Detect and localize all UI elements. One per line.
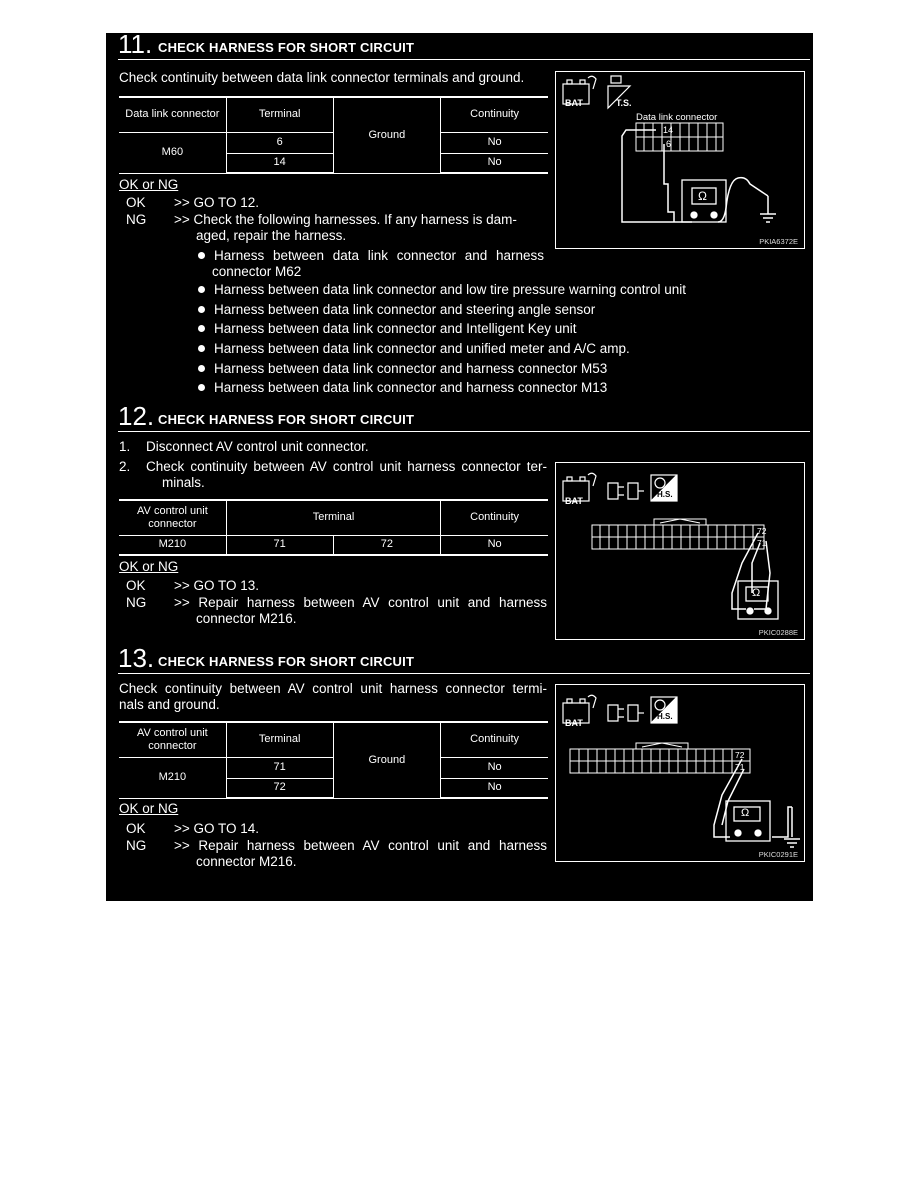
battery-label: BAT xyxy=(565,98,583,108)
step-11-ng-text-cont: aged, repair the harness. xyxy=(196,228,347,243)
table-cell-connector: M60 xyxy=(119,132,226,173)
step-13-title: CHECK HARNESS FOR SHORT CIRCUIT xyxy=(158,654,415,669)
list-item: Harness between data link connector and unified meter and A/C amp. xyxy=(198,340,630,357)
figure-code: PKIA6372E xyxy=(759,237,798,246)
connector-icon xyxy=(570,743,750,773)
table-header-connector: Data link connector xyxy=(119,97,226,132)
step-12-item-2-cont: minals. xyxy=(162,475,205,490)
table-header-continuity: Continuity xyxy=(441,722,548,757)
table-cell-connector: M210 xyxy=(119,535,226,555)
figure-code: PKIC0288E xyxy=(758,628,798,637)
step-11-figure xyxy=(555,71,805,249)
step-11-diagram xyxy=(556,72,804,248)
list-item: Harness between data link connector and harness connector M53 xyxy=(198,360,607,377)
pin-label: 6 xyxy=(666,139,672,149)
table-cell-terminal: 71 xyxy=(226,535,333,555)
table-cell-continuity: No xyxy=(441,535,548,555)
manual-page-panel xyxy=(106,29,813,901)
list-item: Harness between data link connector and steering angle sensor xyxy=(198,301,595,318)
step-12-header xyxy=(118,401,810,432)
table-cell-continuity: No xyxy=(441,778,548,798)
pin-label: 72 xyxy=(757,526,767,536)
step-12-ng-text-cont: connector M216. xyxy=(196,611,297,626)
connector-label: Data link connector xyxy=(636,112,718,123)
bullet-icon xyxy=(198,384,205,391)
battery-label: BAT xyxy=(565,718,583,728)
step-11-title: CHECK HARNESS FOR SHORT CIRCUIT xyxy=(158,40,415,55)
table-cell-ground: Ground xyxy=(333,722,441,798)
step-13-instruction: Check continuity between AV control unit harness connector termi- xyxy=(119,681,547,696)
table-header-connector: AV control unit connector xyxy=(119,500,226,535)
step-13-ok-text: >> GO TO 14. xyxy=(174,821,260,836)
bullet-icon xyxy=(198,365,205,372)
list-item: Harness between data link connector and harness connector M13 xyxy=(198,379,607,396)
step-13-figure xyxy=(555,684,805,862)
pin-label: 71 xyxy=(735,762,745,772)
step-12-okng-label: OK or NG xyxy=(119,559,179,574)
bullet-icon xyxy=(198,286,205,293)
ohm-symbol: Ω xyxy=(698,189,707,203)
step-12-ok-key: OK xyxy=(126,578,146,593)
table-header-connector: AV control unit connector xyxy=(119,722,226,757)
step-13-ng-text: >> Repair harness between AV control unit and harness xyxy=(174,838,547,853)
step-11-ng-key: NG xyxy=(126,212,147,227)
step-12-figure xyxy=(555,462,805,640)
pin-label: 72 xyxy=(735,750,745,760)
ohm-symbol: Ω xyxy=(752,587,761,599)
step-13-okng-label: OK or NG xyxy=(119,801,179,816)
step-12-ok-text: >> GO TO 13. xyxy=(174,578,260,593)
battery-label: BAT xyxy=(565,496,583,506)
list-item: Harness between data link connector and Intelligent Key unit xyxy=(198,320,576,337)
step-11-header xyxy=(118,29,810,60)
step-12-diagram xyxy=(556,463,804,639)
table-header-continuity: Continuity xyxy=(441,97,548,132)
table-cell-terminal: 72 xyxy=(226,778,333,798)
table-header-terminal: Terminal xyxy=(226,500,440,535)
connector-disconnect-icon xyxy=(608,483,644,499)
step-12-item-1: Disconnect AV control unit connector. xyxy=(146,439,369,454)
table-cell-continuity: No xyxy=(441,132,548,153)
pin-label: 71 xyxy=(757,538,767,548)
list-item: Harness between data link connector and harness xyxy=(198,247,546,264)
table-header-terminal: Terminal xyxy=(226,97,333,132)
step-12-item-2: Check continuity between AV control unit harness connector ter- xyxy=(146,459,547,474)
step-12-ng-text: >> Repair harness between AV control unit and harness xyxy=(174,595,547,610)
harness-side-label: H.S. xyxy=(657,490,673,499)
step-11-ok-text: >> GO TO 12. xyxy=(174,195,260,210)
table-cell-terminal: 6 xyxy=(226,132,333,153)
table-cell-ground: Ground xyxy=(333,97,441,173)
step-11-ng-text: >> Check the following harnesses. If any harness is dam- xyxy=(174,212,517,227)
table-cell-connector: M210 xyxy=(119,757,226,798)
bullet-icon xyxy=(198,252,205,259)
ohm-symbol: Ω xyxy=(741,807,750,819)
table-cell-continuity: No xyxy=(441,757,548,778)
step-13-diagram xyxy=(556,685,804,861)
test-switch-label: T.S. xyxy=(616,98,632,108)
bullet-icon xyxy=(198,306,205,313)
bullet-icon xyxy=(198,345,205,352)
step-12-number: 12. xyxy=(118,401,155,431)
step-13-header xyxy=(118,643,810,674)
connector-icon xyxy=(592,519,767,549)
step-13-ng-key: NG xyxy=(126,838,147,853)
table-cell-continuity: No xyxy=(441,153,548,173)
step-13-continuity-table xyxy=(119,721,548,799)
connector-disconnect-icon xyxy=(608,705,644,721)
list-item-continuation: connector M62 xyxy=(212,264,302,279)
step-12-title: CHECK HARNESS FOR SHORT CIRCUIT xyxy=(158,412,415,427)
table-header-continuity: Continuity xyxy=(441,500,548,535)
test-lead-icon xyxy=(622,130,776,222)
step-11-number: 11. xyxy=(118,29,153,59)
table-header-terminal: Terminal xyxy=(226,722,333,757)
step-12-item-2-num: 2. xyxy=(119,459,131,474)
table-cell-terminal: 71 xyxy=(226,757,333,778)
table-cell-terminal: 14 xyxy=(226,153,333,173)
bullet-icon xyxy=(198,325,205,332)
step-13-number: 13. xyxy=(118,643,155,673)
step-11-continuity-table xyxy=(119,96,548,174)
connector-icon xyxy=(636,123,723,151)
table-cell-terminal: 72 xyxy=(333,535,441,555)
step-11-instruction: Check continuity between data link connector terminals and ground. xyxy=(119,70,525,85)
step-11-ok-key: OK xyxy=(126,195,146,210)
figure-code: PKIC0291E xyxy=(758,850,798,859)
step-13-instruction-cont: nals and ground. xyxy=(119,697,220,712)
step-12-ng-key: NG xyxy=(126,595,147,610)
step-11-okng-label: OK or NG xyxy=(119,177,179,192)
step-13-ok-key: OK xyxy=(126,821,146,836)
harness-side-label: H.S. xyxy=(657,712,673,721)
list-item: Harness between data link connector and low tire pressure warning control unit xyxy=(198,281,686,298)
step-12-item-1-num: 1. xyxy=(119,439,131,454)
pin-label: 14 xyxy=(663,125,674,135)
step-13-ng-text-cont: connector M216. xyxy=(196,854,297,869)
step-12-continuity-table xyxy=(119,499,548,556)
